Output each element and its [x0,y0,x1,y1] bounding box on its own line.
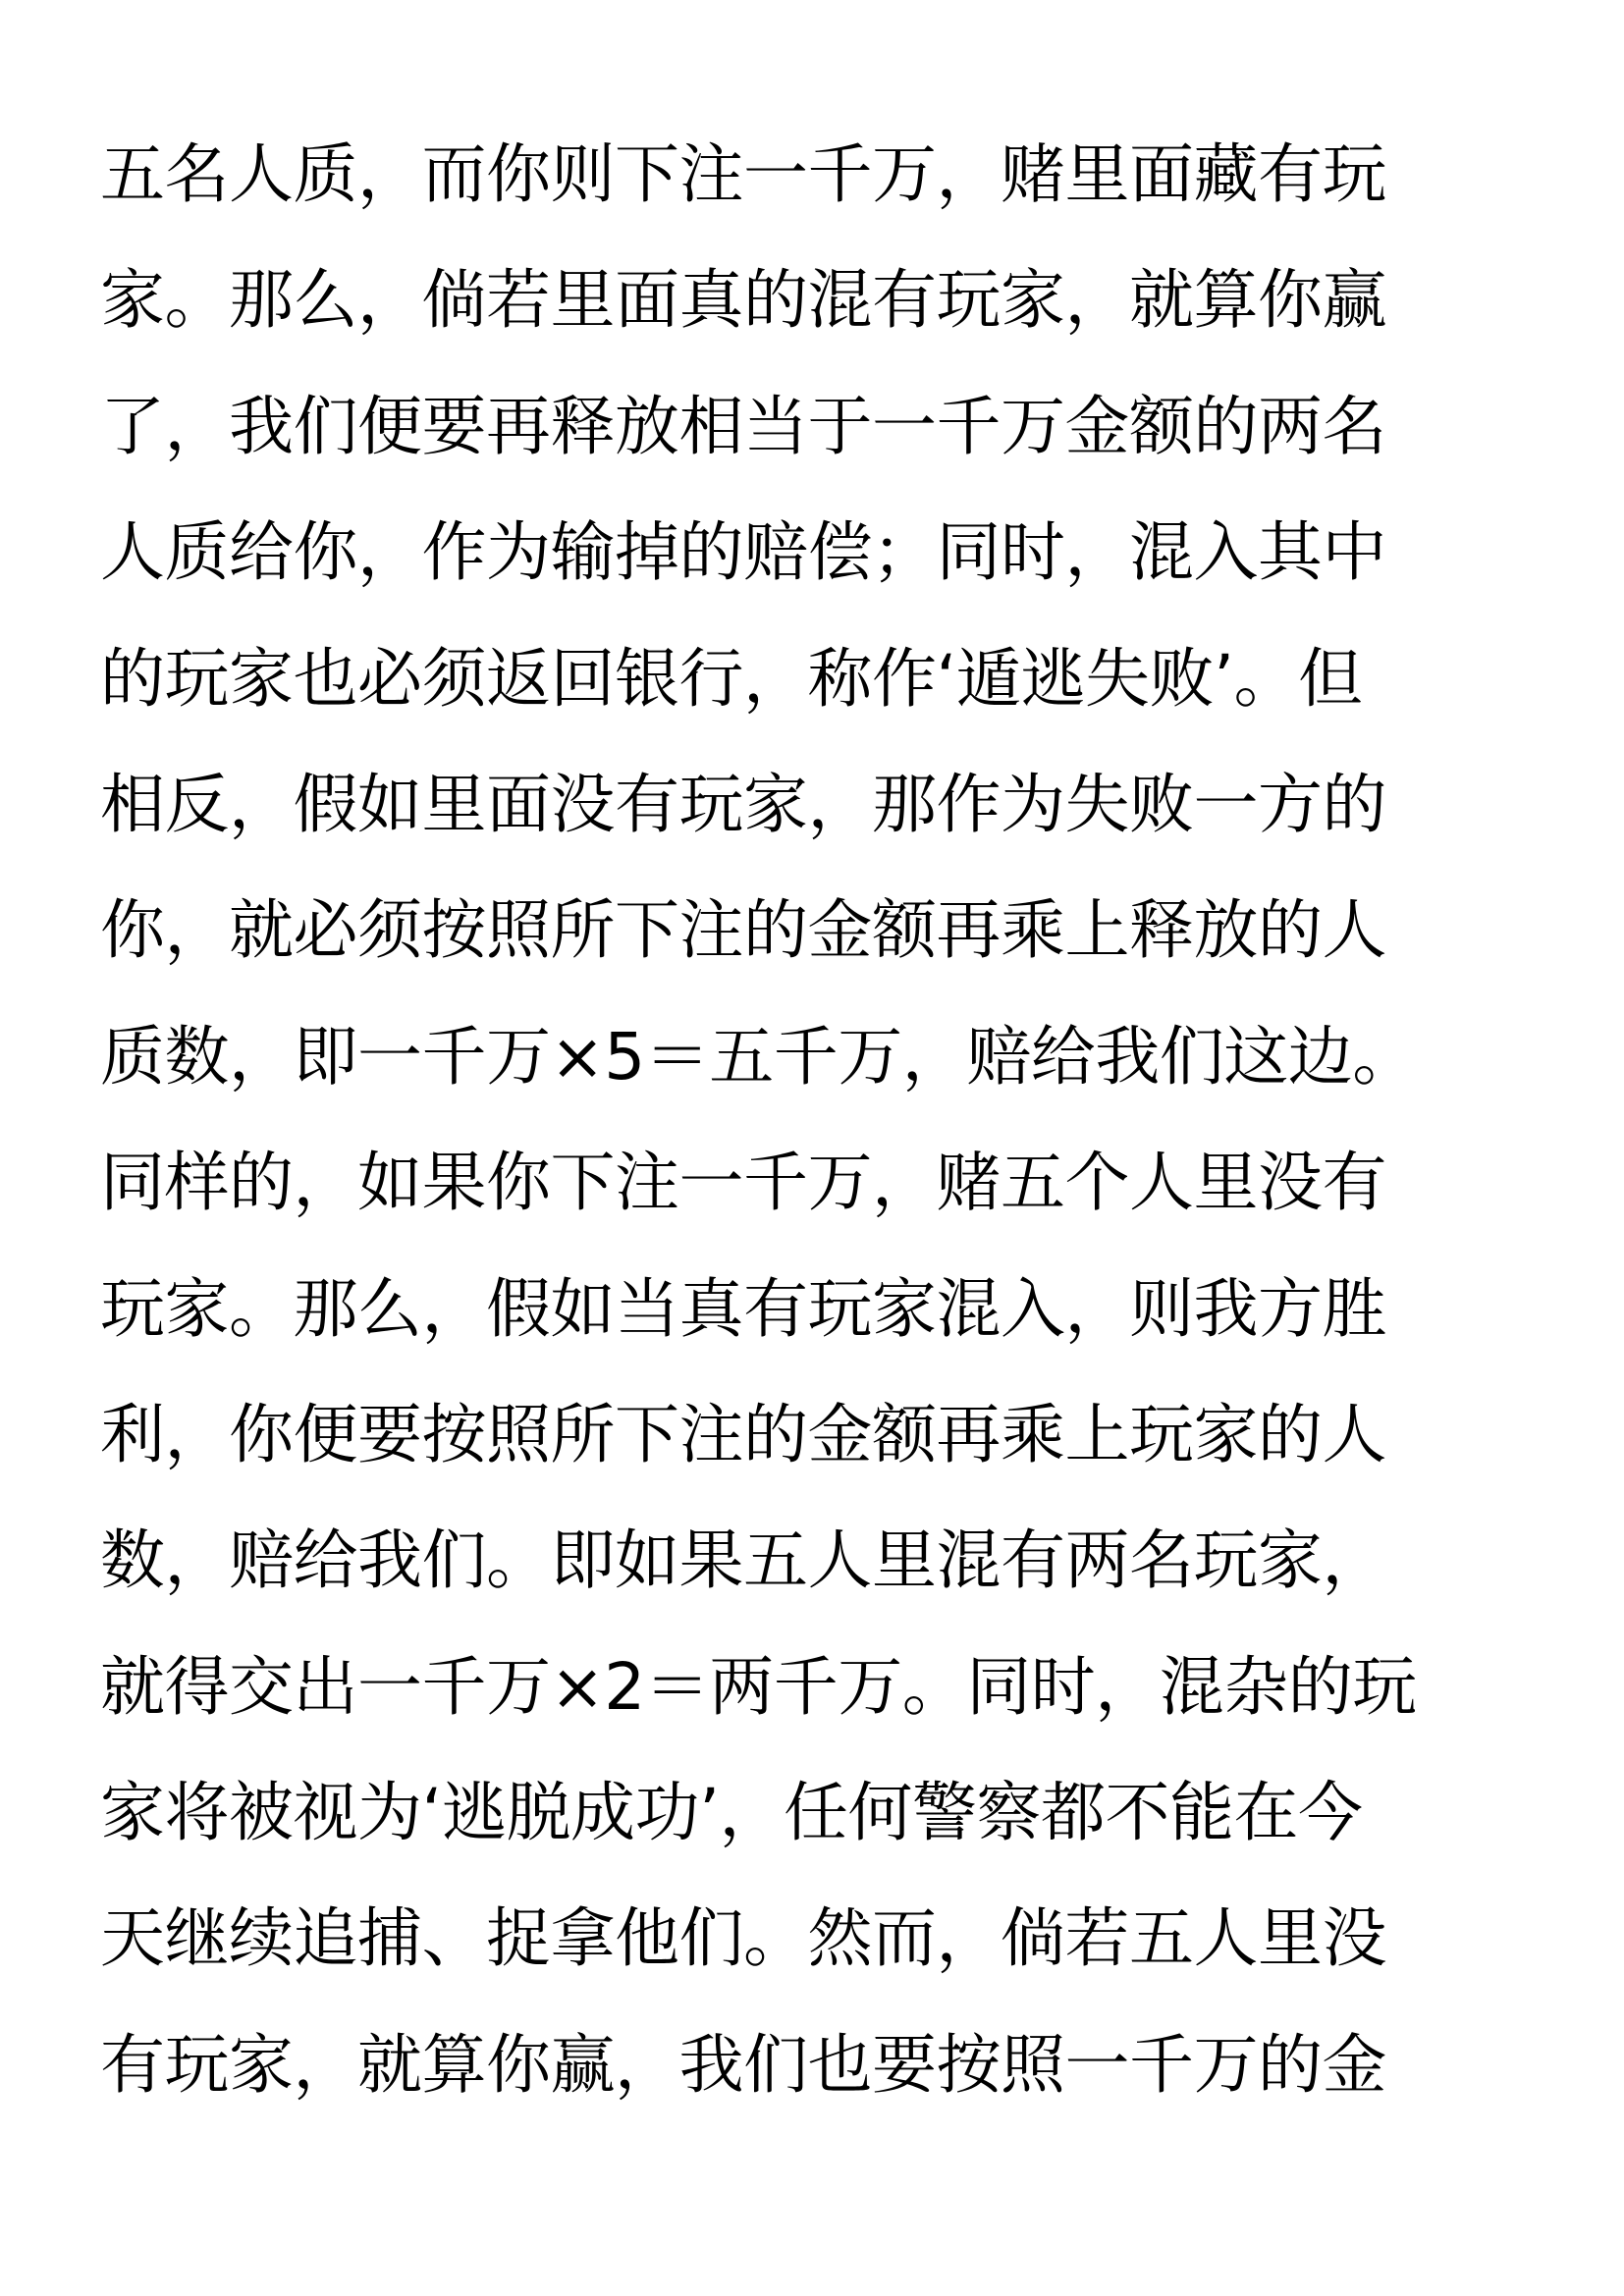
text-line: 五名人质，而你则下注一千万，赌里面藏有玩 [100,136,1386,212]
text-line: 玩家。那么，假如当真有玩家混入，则我方胜 [100,1270,1386,1347]
body-text [100,118,1543,2134]
text-line: 你，就必须按照所下注的金额再乘上释放的人 [100,892,1386,969]
text-line: 数，赔给我们。即如果五人里混有两名玩家， [100,1522,1386,1599]
text-line: 天继续追捕、捉拿他们。然而，倘若五人里没 [100,1900,1386,1977]
text-line: 就得交出一千万×2＝两千万。同时，混杂的玩 [100,1648,1417,1725]
text-line: 家将被视为‘逃脱成功’，任何警察都不能在今 [100,1775,1363,1851]
text-line: 家。那么，倘若里面真的混有玩家，就算你赢 [100,262,1386,339]
text-line: 利，你便要按照所下注的金额再乘上玩家的人 [100,1396,1386,1472]
text-line: 质数，即一千万×5＝五千万，赔给我们这边。 [100,1018,1417,1095]
text-line: 人质给你，作为输掉的赔偿；同时，混入其中 [100,514,1386,591]
text-line: 同样的，如果你下注一千万，赌五个人里没有 [100,1145,1386,1221]
text-line: 了，我们便要再释放相当于一千万金额的两名 [100,388,1386,464]
text-line: 的玩家也必须返回银行，称作‘遁逃失败’。但 [100,640,1363,717]
text-line: 有玩家，就算你赢，我们也要按照一千万的金 [100,2026,1386,2103]
text-line: 相反，假如里面没有玩家，那作为失败一方的 [100,766,1386,842]
